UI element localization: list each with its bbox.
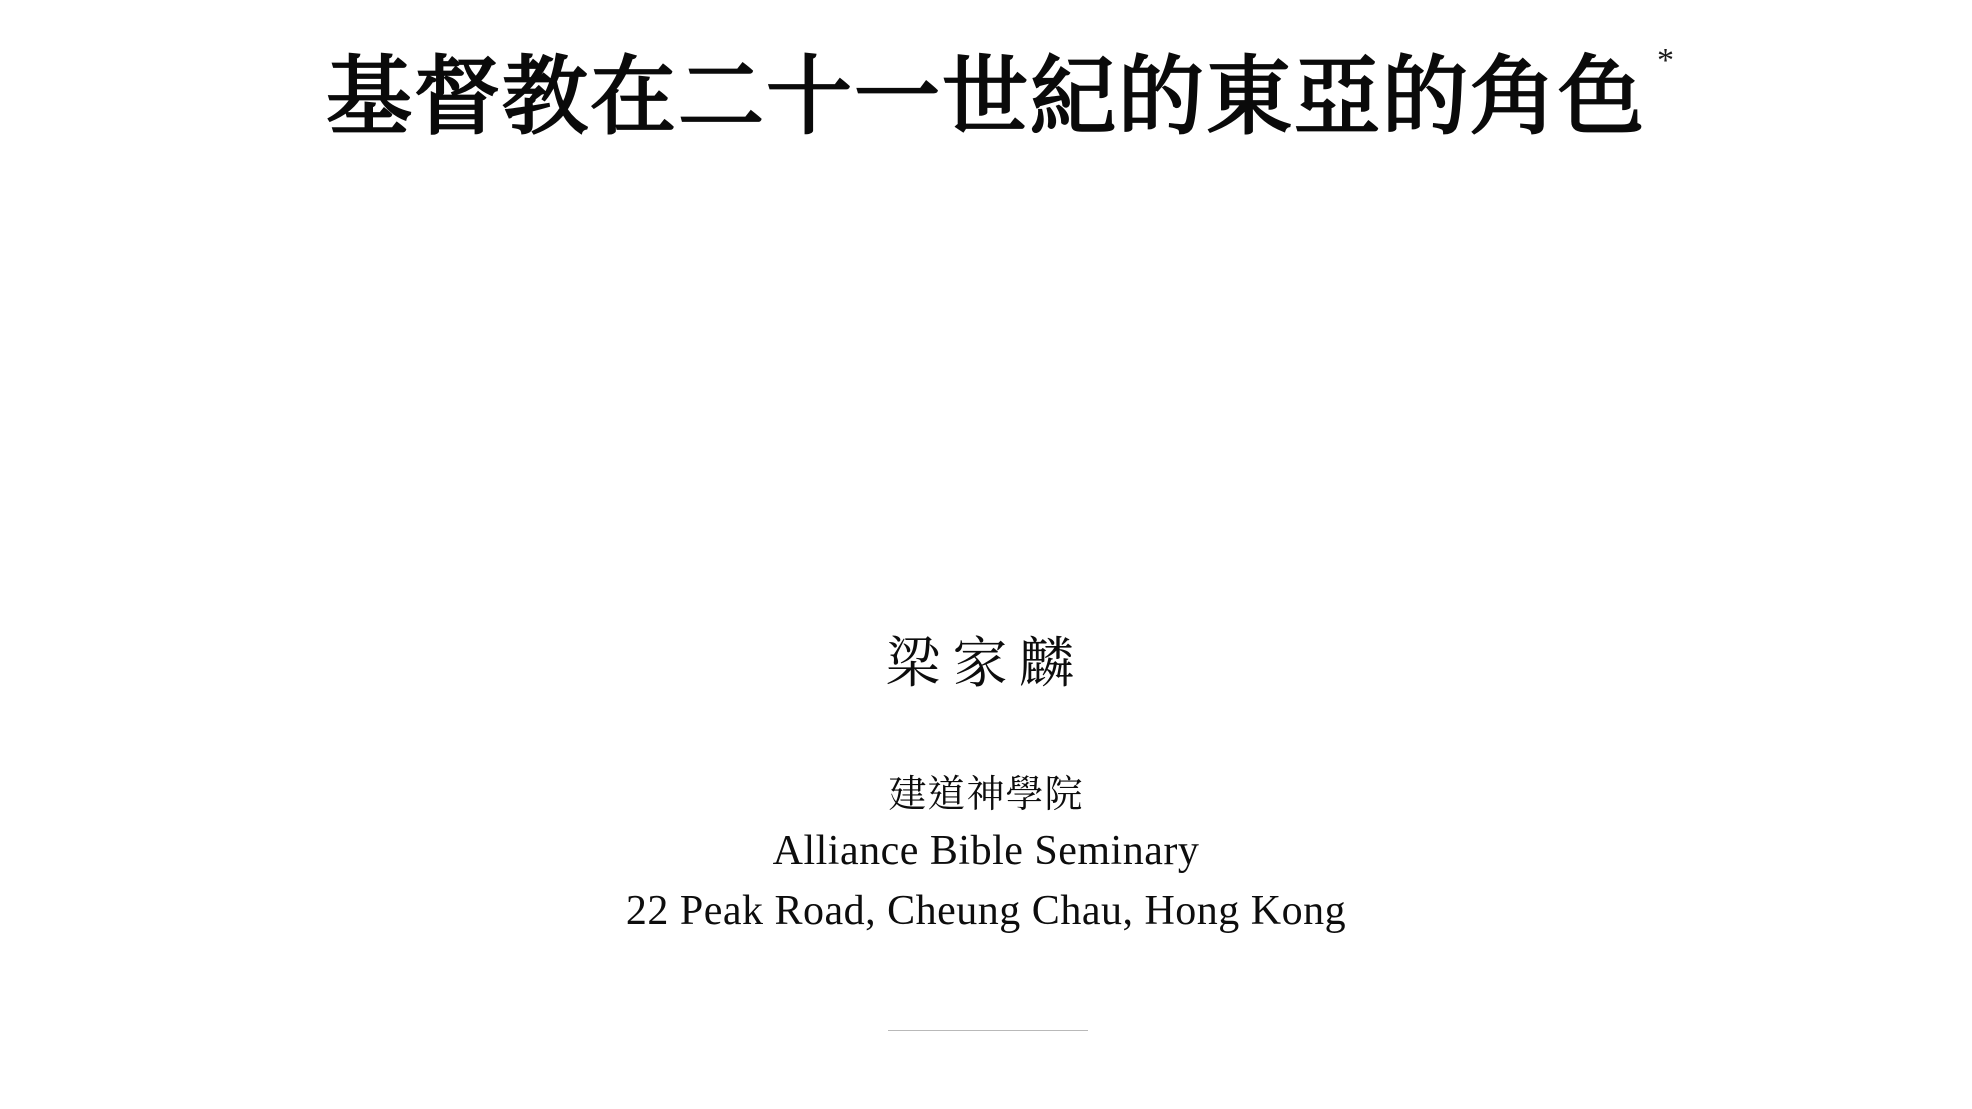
affiliation-block	[0, 768, 1972, 941]
title-footnote-marker: *	[1657, 42, 1676, 79]
affiliation-institution-zh: 建道神學院	[888, 772, 1084, 816]
title-block	[0, 42, 1972, 147]
author-block	[0, 630, 1972, 696]
affiliation-address: 22 Peak Road, Cheung Chau, Hong Kong	[625, 887, 1347, 934]
page-title	[326, 42, 1676, 147]
title-text: 基督教在二十一世紀的東亞的角色	[326, 47, 1646, 147]
author-name: 梁家麟	[885, 631, 1087, 695]
footnote-separator-rule	[888, 1030, 1088, 1031]
affiliation-institution-en: Alliance Bible Seminary	[772, 827, 1200, 874]
